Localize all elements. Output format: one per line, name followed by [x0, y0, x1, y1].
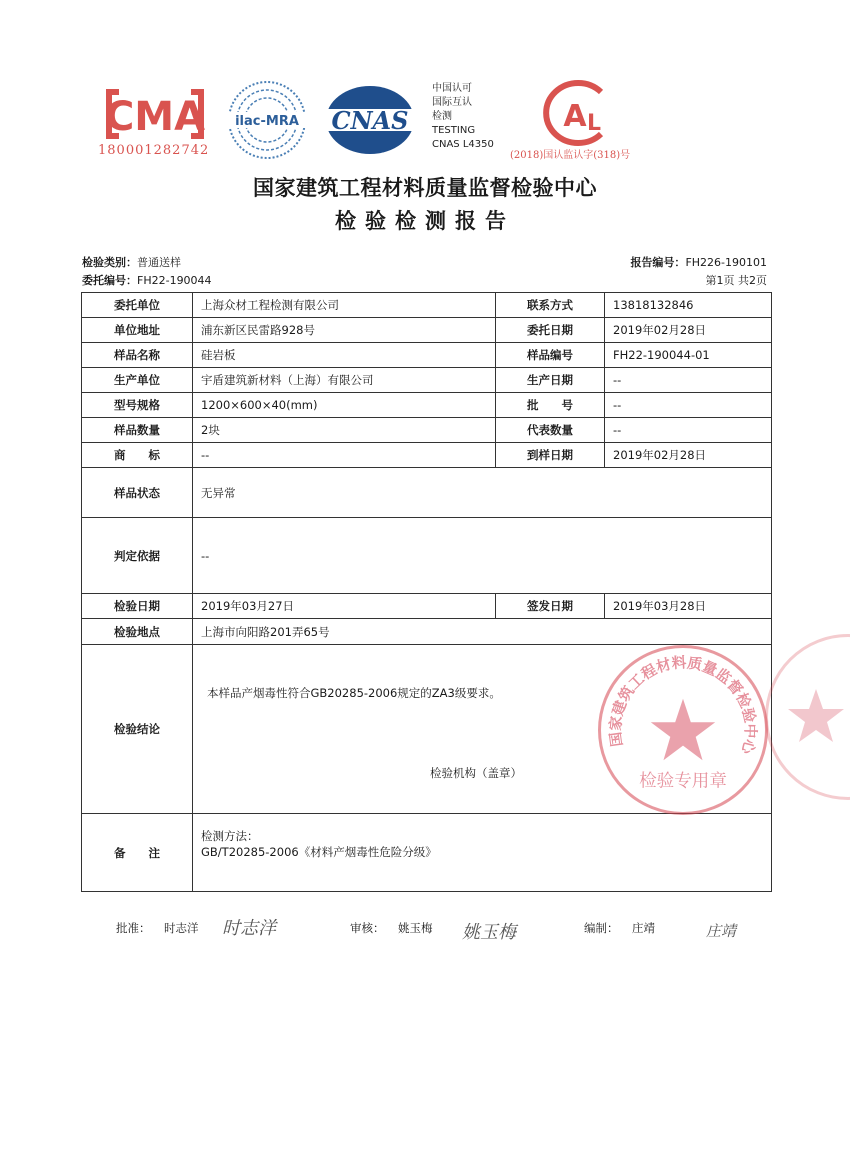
commission-number — [82, 272, 212, 288]
field-label: 代表数量 — [496, 418, 605, 443]
cal-logo — [535, 78, 615, 148]
basis-value: -- — [193, 518, 772, 594]
field-value: 2019年02月28日 — [605, 443, 772, 468]
conclusion-label: 检验结论 — [82, 645, 193, 814]
table-row — [82, 393, 772, 418]
cnas-logo-text: CNAS — [331, 106, 409, 135]
field-value: -- — [605, 368, 772, 393]
conclusion-value: 本样品产烟毒性符合GB20285-2006规定的ZA3级要求。 — [193, 645, 772, 814]
cnas-line: 国际互认 — [432, 97, 472, 108]
basis-row — [82, 518, 772, 594]
field-label: 生产单位 — [82, 368, 193, 393]
reviewer-signature: 姚玉梅 — [462, 922, 516, 943]
sample-state-value: 无异常 — [193, 468, 772, 518]
report-number-label: 报告编号： — [630, 256, 686, 269]
field-label: 生产日期 — [496, 368, 605, 393]
field-value: 硅岩板 — [193, 343, 496, 368]
approver-name: 时志洋 — [164, 921, 199, 935]
field-value: 宇盾建筑新材料（上海）有限公司 — [193, 368, 496, 393]
field-value: -- — [605, 393, 772, 418]
compiler-signature: 庄靖 — [706, 922, 737, 940]
field-label: 批 号 — [496, 393, 605, 418]
issue-date-label: 签发日期 — [496, 594, 605, 619]
sample-state-row — [82, 468, 772, 518]
location-value: 上海市向阳路201弄65号 — [193, 619, 772, 645]
issue-date-value: 2019年03月28日 — [605, 594, 772, 619]
test-category-value: 普通送样 — [137, 256, 181, 269]
field-value: 1200×600×40(mm) — [193, 393, 496, 418]
basis-label: 判定依据 — [82, 518, 193, 594]
field-label: 单位地址 — [82, 318, 193, 343]
field-label: 样品名称 — [82, 343, 193, 368]
field-label: 商 标 — [82, 443, 193, 468]
ilac-logo-text: ilac-MRA — [235, 114, 299, 129]
svg-text:A: A — [563, 99, 587, 134]
field-label: 委托单位 — [82, 293, 193, 318]
field-value: 2块 — [193, 418, 496, 443]
commission-number-label: 委托编号： — [82, 274, 137, 287]
reviewer-label: 审核： — [350, 921, 385, 935]
location-label: 检验地点 — [82, 619, 193, 645]
sample-state-label: 样品状态 — [82, 468, 193, 518]
page-info: 第1页 共2页 — [705, 274, 767, 287]
test-category-label: 检验类别： — [82, 256, 137, 269]
field-value: 上海众材工程检测有限公司 — [193, 293, 496, 318]
field-value: 13818132846 — [605, 293, 772, 318]
test-category — [82, 254, 181, 270]
test-date-row — [82, 594, 772, 619]
field-label: 型号规格 — [82, 393, 193, 418]
table-row — [82, 293, 772, 318]
compiler-name: 庄靖 — [632, 921, 655, 935]
table-row — [82, 318, 772, 343]
partial-seal — [765, 634, 850, 800]
table-row — [82, 343, 772, 368]
cma-logo-text: CMA — [105, 94, 205, 140]
test-date-value: 2019年03月27日 — [193, 594, 496, 619]
field-value: 浦东新区民雷路928号 — [193, 318, 496, 343]
approver-signature: 时志洋 — [222, 918, 276, 939]
cma-number: 180001282742 — [98, 143, 210, 158]
report-number-value: FH226-190101 — [685, 256, 767, 269]
table-row — [82, 418, 772, 443]
compiler-label: 编制： — [584, 921, 619, 935]
cnas-logo — [322, 84, 418, 156]
table-row — [82, 368, 772, 393]
cnas-line: 中国认可 — [432, 83, 472, 94]
ilac-mra-logo — [225, 78, 309, 162]
org-seal-label: 检验机构（盖章） — [430, 766, 522, 780]
cnas-accreditation-text — [432, 82, 494, 152]
field-label: 样品编号 — [496, 343, 605, 368]
remarks-row — [82, 814, 772, 892]
remarks-value — [193, 814, 772, 892]
cnas-line: 检测 — [432, 111, 452, 122]
svg-text:L: L — [587, 111, 602, 136]
remarks-line: GB/T20285-2006《材料产烟毒性危险分级》 — [201, 844, 437, 859]
remarks-label: 备 注 — [82, 814, 193, 892]
commission-number-value: FH22-190044 — [137, 274, 212, 287]
test-date-label: 检验日期 — [82, 594, 193, 619]
field-label: 到样日期 — [496, 443, 605, 468]
remarks-line: 检测方法： — [201, 828, 259, 843]
report-title: 检验检测报告 — [335, 209, 515, 233]
field-value: -- — [605, 418, 772, 443]
cnas-line: TESTING — [432, 125, 476, 136]
reviewer-name: 姚玉梅 — [398, 921, 433, 935]
organization-title: 国家建筑工程材料质量监督检验中心 — [253, 176, 597, 200]
approver-label: 批准： — [116, 921, 151, 935]
cnas-line: CNAS L4350 — [432, 139, 494, 150]
field-label: 委托日期 — [496, 318, 605, 343]
cal-number: (2018)国认监认字(318)号 — [510, 150, 631, 161]
report-number — [630, 254, 767, 270]
location-row — [82, 619, 772, 645]
seal-ring-text: 国家建筑工程材料质量监督检验中心 — [607, 654, 759, 756]
table-row — [82, 443, 772, 468]
inspection-seal — [598, 645, 768, 815]
field-value: FH22-190044-01 — [605, 343, 772, 368]
field-label: 样品数量 — [82, 418, 193, 443]
seal-center-text: 检验专用章 — [639, 771, 727, 792]
field-value: 2019年02月28日 — [605, 318, 772, 343]
field-value: -- — [193, 443, 496, 468]
field-label: 联系方式 — [496, 293, 605, 318]
cma-logo — [105, 86, 205, 142]
